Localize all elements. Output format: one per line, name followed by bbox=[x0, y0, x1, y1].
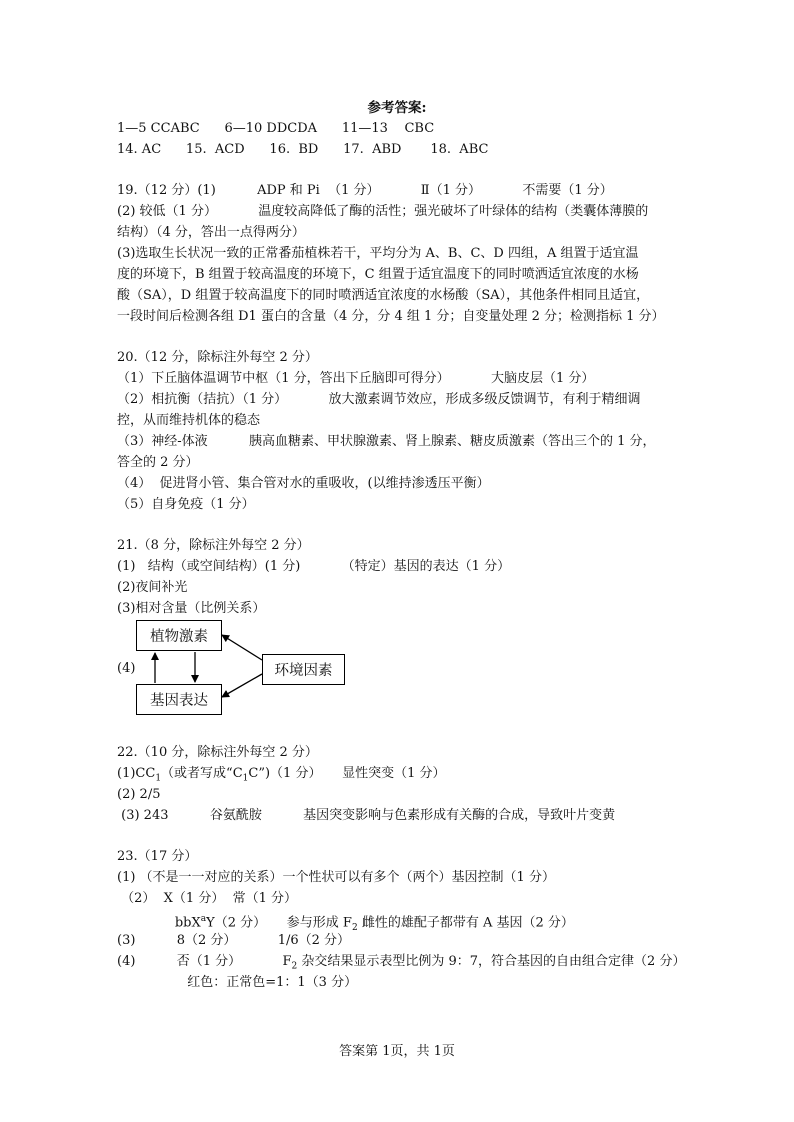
q20-line-1: 20.（12 分，除标注外每空 2 分） bbox=[117, 350, 318, 365]
environment-factor-box: 环境因素 bbox=[262, 654, 345, 685]
q22-line-4: (3) 243 谷氨酰胺 基因突变影响与色素形成有关酶的合成，导致叶片变黄 bbox=[117, 808, 616, 823]
q23-line-1: 23.（17 分） bbox=[117, 849, 198, 864]
q23-line-2: (1) （不是一一对应的关系）一个性状可以有多个（两个）基因控制（1 分） bbox=[117, 870, 555, 885]
gene-expression-box: 基因表达 bbox=[136, 684, 222, 715]
q23-line-4: bbX$^a$Y（2 分） 参与形成 $F_2$ 雌性的雄配子都带有 A 基因（2 分） bbox=[117, 914, 574, 933]
plant-hormone-box: 植物激素 bbox=[136, 620, 222, 651]
q21-line-1: 21.（8 分，除标注外每空 2 分） bbox=[117, 538, 310, 553]
q20-line-2: （1）下丘脑体温调节中枢（1 分，答出下丘脑即可得分） 大脑皮层（1 分） bbox=[117, 371, 595, 386]
q22-line-2: $(1)CC_1$（或者写成“$C_1C”)(1$ 分） 显性突变（1 分） bbox=[117, 766, 446, 784]
q23-line-6: (4) 否（1 分） $F_2$ 杂交结果显示表型比例为 9：7，符合基因的自由组合定律（2 分） bbox=[117, 954, 686, 972]
q20-line-7: （4） 促进肾小管、集合管对水的重吸收，(以维持渗透压平衡） bbox=[117, 476, 490, 491]
q20-line-6: 答全的 2 分） bbox=[117, 455, 199, 470]
q21-line-2: (1) 结构（或空间结构）(1 分) （特定）基因的表达（1 分） bbox=[117, 559, 511, 574]
q20-line-5: （3）神经-体液 胰高血糖素、甲状腺激素、肾上腺素、糖皮质激素（答出三个的 1 分， bbox=[117, 434, 656, 449]
q19-line-3: 结构）（4 分，答出一点得两分） bbox=[117, 225, 305, 240]
q19-line-6: 酸（SA），D 组置于较高温度下的同时喷洒适宜浓度的水杨酸（SA），其他条件相同且适宜， bbox=[117, 288, 650, 303]
q19-line-7: 一段时间后检测各组 D1 蛋白的含量（4 分，分 4 组 1 分；自变量处理 2 分；检测指标 1 分） bbox=[117, 309, 665, 324]
mc-answers-line-2: 14. AC 15. ACD 16. BD 17. ABD 18. ABC bbox=[117, 142, 489, 157]
q20-line-8: （5）自身免疫（1 分） bbox=[117, 497, 255, 512]
q22-line-3: (2) 2/5 bbox=[117, 787, 161, 802]
q21-line-4: (3)相对含量（比例关系） bbox=[117, 601, 266, 616]
q21-line-3: (2)夜间补光 bbox=[117, 580, 188, 595]
q23-line-7: 红色：正常色=1：1（3 分） bbox=[117, 975, 358, 990]
q20-line-3: （2）相抗衡（拮抗）（1 分） 放大激素调节效应，形成多级反馈调节，有利于精细调 bbox=[117, 392, 641, 407]
q21-line-5-label: (4) bbox=[117, 661, 136, 676]
page-footer: 答案第 1页，共 1页 bbox=[339, 1044, 455, 1059]
mc-answers-line-1: 1—5 CCABC 6—10 DDCDA 11—13 CBC bbox=[117, 121, 435, 136]
page-title: 参考答案: bbox=[367, 100, 427, 116]
q23-line-3: （2） X（1 分） 常（1 分） bbox=[117, 891, 297, 906]
q23-line-5: (3) 8（2 分） 1/6（2 分） bbox=[117, 933, 351, 948]
q20-line-4: 控，从而维持机体的稳态 bbox=[117, 413, 261, 428]
q19-line-5: 度的环境下，B 组置于较高温度的环境下，C 组置于适宜温度下的同时喷洒适宜浓度的水杨 bbox=[117, 267, 639, 282]
q19-line-4: (3)选取生长状况一致的正常番茄植株若干，平均分为 A、B、C、D 四组，A 组置于适宜温 bbox=[117, 246, 639, 261]
q22-line-1: 22.（10 分，除标注外每空 2 分） bbox=[117, 745, 318, 760]
q19-line-1: 19.（12 分）(1) ADP 和 Pi （1 分） Ⅱ（1 分） 不需要（1 分） bbox=[117, 183, 613, 198]
q19-line-2: (2) 较低（1 分） 温度较高降低了酶的活性；强光破坏了叶绿体的结构（类囊体薄膜的 bbox=[117, 204, 649, 219]
